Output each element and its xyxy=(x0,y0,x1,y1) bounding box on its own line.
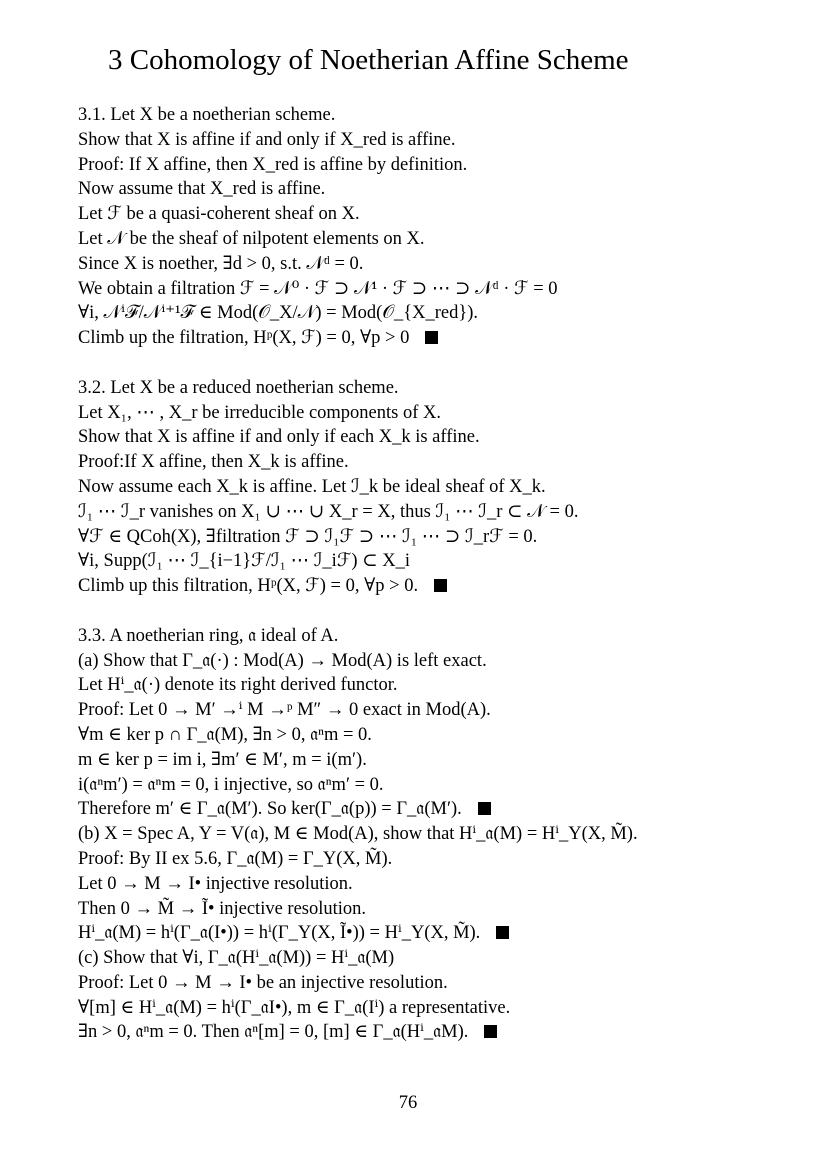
text-line xyxy=(78,277,798,302)
text-line xyxy=(78,847,798,872)
line-text: Then 0 → M̃ → Ĩ• injective resolution. xyxy=(78,898,367,919)
text-line xyxy=(78,673,798,698)
line-text: 3.3. A noetherian ring, 𝔞 ideal of A. xyxy=(78,625,339,646)
line-text: Proof:If X affine, then X_k is affine. xyxy=(78,452,349,473)
line-text: Proof: Let 0 → M → I• be an injective resolution. xyxy=(78,972,448,993)
line-text: ∀m ∈ ker p ∩ Γ_𝔞(M), ∃n > 0, 𝔞ⁿm = 0. xyxy=(78,724,372,745)
line-text: 3.2. Let X be a reduced noetherian scheme. xyxy=(78,377,399,398)
text-line xyxy=(78,996,798,1021)
line-text: (c) Show that ∀i, Γ_𝔞(Hⁱ_𝔞(M)) = Hⁱ_𝔞(M) xyxy=(78,948,395,969)
text-line xyxy=(78,301,798,326)
page-title: 3 Cohomology of Noetherian Affine Scheme xyxy=(108,44,629,76)
line-text: ∃n > 0, 𝔞ⁿm = 0. Then 𝔞ⁿ[m] = 0, [m] ∈ Γ_𝔞(Hⁱ_𝔞M). xyxy=(78,1022,469,1043)
line-text: ∀i, Supp(ℐ₁ ⋯ ℐ_{i−1}ℱ/ℐ₁ ⋯ ℐ_iℱ) ⊂ X_i xyxy=(78,551,411,572)
page-number: 76 xyxy=(398,1093,418,1113)
text-line xyxy=(78,649,798,674)
line-text: Let Hⁱ_𝔞(·) denote its right derived functor. xyxy=(78,675,398,696)
text-line xyxy=(78,500,798,525)
line-text: i(𝔞ⁿm′) = 𝔞ⁿm = 0, i injective, so 𝔞ⁿm′ = 0. xyxy=(78,774,384,795)
text-line xyxy=(78,549,798,574)
text-line xyxy=(78,723,798,748)
qed-square-icon xyxy=(478,802,491,815)
line-text: ∀ℱ ∈ QCoh(X), ∃filtration ℱ ⊃ ℐ₁ℱ ⊃ ⋯ ℐ₁ ⋯ ⊃ ℐ_rℱ = 0. xyxy=(78,526,538,547)
line-text: Since X is noether, ∃d > 0, s.t. 𝒩ᵈ = 0. xyxy=(78,253,364,274)
text-line xyxy=(78,822,798,847)
line-text: Let X₁, ⋯ , X_r be irreducible components of X. xyxy=(78,402,441,423)
text-line xyxy=(78,748,798,773)
text-line xyxy=(78,773,798,798)
text-line xyxy=(78,1020,798,1045)
line-text: Let 𝒩 be the sheaf of nilpotent elements on X. xyxy=(78,228,425,249)
text-line xyxy=(78,475,798,500)
text-line xyxy=(78,401,798,426)
text-line xyxy=(78,376,798,401)
exercise-section xyxy=(78,103,798,351)
line-text: Let 0 → M → I• injective resolution. xyxy=(78,873,353,894)
qed-square-icon xyxy=(484,1025,497,1038)
line-text: 3.1. Let X be a noetherian scheme. xyxy=(78,105,336,125)
line-text: Proof: By II ex 5.6, Γ_𝔞(M) = Γ_Y(X, M̃). xyxy=(78,848,393,869)
text-line xyxy=(78,202,798,227)
qed-square-icon xyxy=(434,579,447,592)
line-text: Now assume each X_k is affine. Let ℐ_k be ideal sheaf of X_k. xyxy=(78,476,546,497)
exercise-section xyxy=(78,376,798,599)
text-line xyxy=(78,971,798,996)
line-text: Show that X is affine if and only if each X_k is affine. xyxy=(78,427,480,448)
line-text: Let ℱ be a quasi-coherent sheaf on X. xyxy=(78,204,360,225)
line-text: (a) Show that Γ_𝔞(·) : Mod(A) → Mod(A) is left exact. xyxy=(78,650,487,671)
text-line xyxy=(78,698,798,723)
text-line xyxy=(78,425,798,450)
document-body xyxy=(78,103,798,1045)
text-line xyxy=(78,872,798,897)
line-text: ℐ₁ ⋯ ℐ_r vanishes on X₁ ∪ ⋯ ∪ X_r = X, thus ℐ₁ ⋯ ℐ_r ⊂ 𝒩 = 0. xyxy=(78,501,579,522)
text-line xyxy=(78,103,798,128)
text-line xyxy=(78,897,798,922)
line-text: We obtain a filtration ℱ = 𝒩⁰ · ℱ ⊃ 𝒩¹ · ℱ ⊃ ⋯ ⊃ 𝒩ᵈ · ℱ = 0 xyxy=(78,278,558,299)
qed-square-icon xyxy=(425,331,438,344)
line-text: ∀[m] ∈ Hⁱ_𝔞(M) = hⁱ(Γ_𝔞I•), m ∈ Γ_𝔞(Iⁱ) a representative. xyxy=(78,997,511,1018)
text-line xyxy=(78,128,798,153)
text-line xyxy=(78,227,798,252)
text-line xyxy=(78,177,798,202)
line-text: m ∈ ker p = im i, ∃m′ ∈ M′, m = i(m′). xyxy=(78,749,367,770)
text-line xyxy=(78,797,798,822)
line-text: (b) X = Spec A, Y = V(𝔞), M ∈ Mod(A), show that Hⁱ_𝔞(M) = Hⁱ_Y(X, M̃). xyxy=(78,824,638,845)
line-text: Climb up this filtration, Hᵖ(X, ℱ) = 0, ∀p > 0. xyxy=(78,576,419,597)
line-text: Now assume that X_red is affine. xyxy=(78,179,326,200)
text-line xyxy=(78,153,798,178)
text-line xyxy=(78,574,798,599)
line-text: Climb up the filtration, Hᵖ(X, ℱ) = 0, ∀p > 0 xyxy=(78,328,410,349)
text-line xyxy=(78,946,798,971)
line-text: Proof: Let 0 → M′ →ⁱ M →ᵖ M″ → 0 exact in Mod(A). xyxy=(78,700,491,721)
line-text: ∀i, 𝒩ⁱℱ/𝒩ⁱ⁺¹ℱ ∈ Mod(𝒪_X/𝒩) = Mod(𝒪_{X_red}). xyxy=(78,303,479,324)
line-text: Proof: If X affine, then X_red is affine by definition. xyxy=(78,154,468,175)
text-line xyxy=(78,326,798,351)
text-line xyxy=(78,921,798,946)
text-line xyxy=(78,450,798,475)
text-line xyxy=(78,252,798,277)
text-line xyxy=(78,525,798,550)
line-text: Show that X is affine if and only if X_red is affine. xyxy=(78,129,456,150)
exercise-section xyxy=(78,624,798,1046)
text-line xyxy=(78,624,798,649)
line-text: Hⁱ_𝔞(M) = hⁱ(Γ_𝔞(I•)) = hⁱ(Γ_Y(X, Ĩ•)) = Hⁱ_Y(X, M̃). xyxy=(78,923,481,944)
qed-square-icon xyxy=(496,926,509,939)
line-text: Therefore m′ ∈ Γ_𝔞(M′). So ker(Γ_𝔞(p)) = Γ_𝔞(M′). xyxy=(78,799,462,820)
